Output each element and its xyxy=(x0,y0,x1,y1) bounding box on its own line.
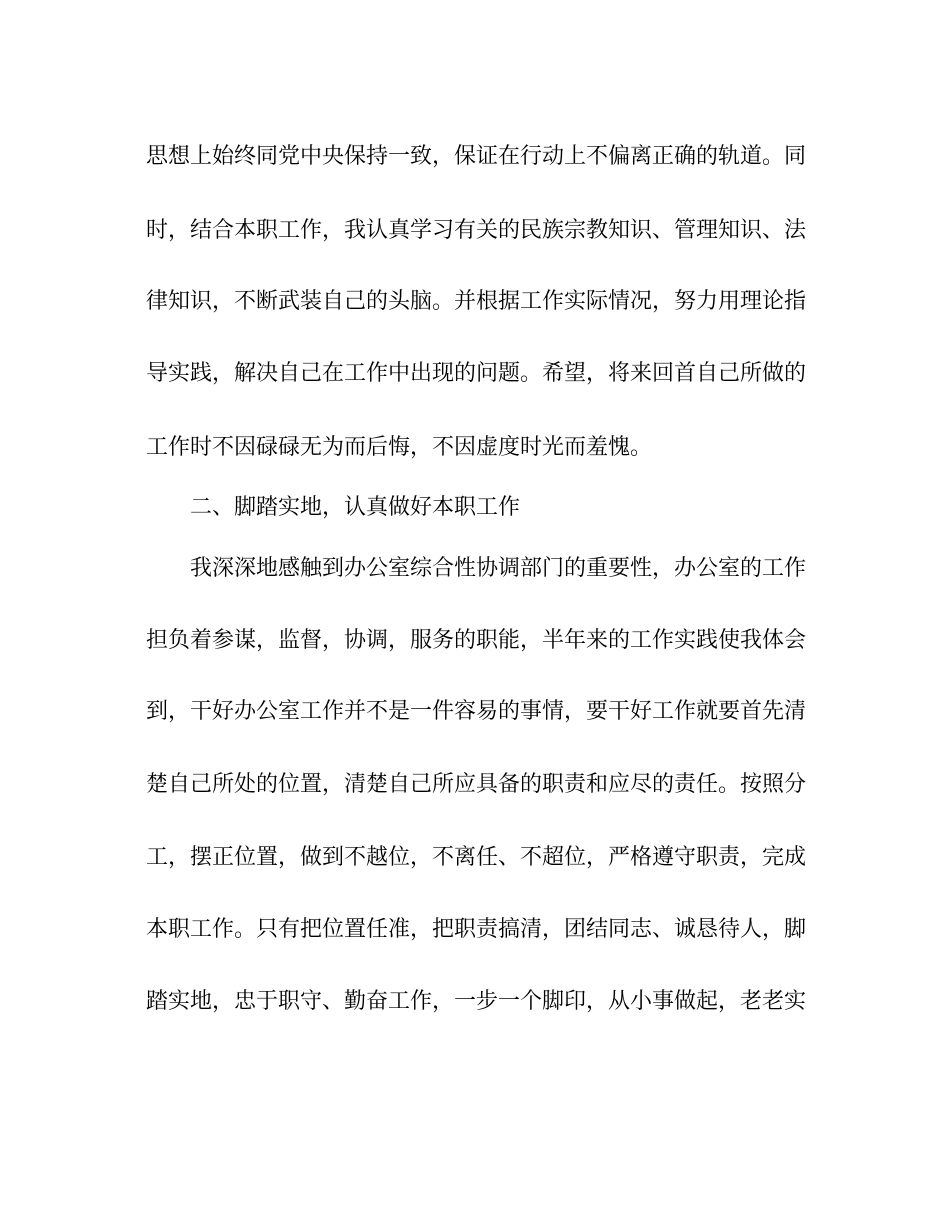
paragraph-line-7: 担负着参谋，监督，协调，服务的职能，半年来的工作实践使我体会 xyxy=(146,628,807,653)
paragraph-line-11: 本职工作。只有把位置任准，把职责搞清，团结同志、诚恳待人，脚 xyxy=(146,917,807,942)
paragraph-line-1: 思想上始终同党中央保持一致，保证在行动上不偏离正确的轨道。同 xyxy=(146,144,807,169)
paragraph-line-3: 律知识，不断武装自己的头脑。并根据工作实际情况，努力用理论指 xyxy=(146,289,807,314)
section-heading: 二、脚踏实地，认真做好本职工作 xyxy=(190,495,521,520)
paragraph-line-2: 时，结合本职工作，我认真学习有关的民族宗教知识、管理知识、法 xyxy=(146,218,807,243)
paragraph-line-6: 我深深地感触到办公室综合性协调部门的重要性，办公室的工作 xyxy=(190,556,807,581)
paragraph-line-10: 工，摆正位置，做到不越位，不离任、不超位，严格遵守职责，完成 xyxy=(146,845,807,870)
paragraph-line-8: 到，干好办公室工作并不是一件容易的事情，要干好工作就要首先清 xyxy=(146,699,807,724)
paragraph-line-4: 导实践，解决自己在工作中出现的问题。希望，将来回首自己所做的 xyxy=(146,361,807,386)
paragraph-line-12: 踏实地，忠于职守、勤奋工作，一步一个脚印，从小事做起，老老实 xyxy=(146,989,807,1014)
paragraph-line-5: 工作时不因碌碌无为而后悔，不因虚度时光而羞愧。 xyxy=(146,435,653,460)
paragraph-line-9: 楚自己所处的位置，清楚自己所应具备的职责和应尽的责任。按照分 xyxy=(146,772,807,797)
